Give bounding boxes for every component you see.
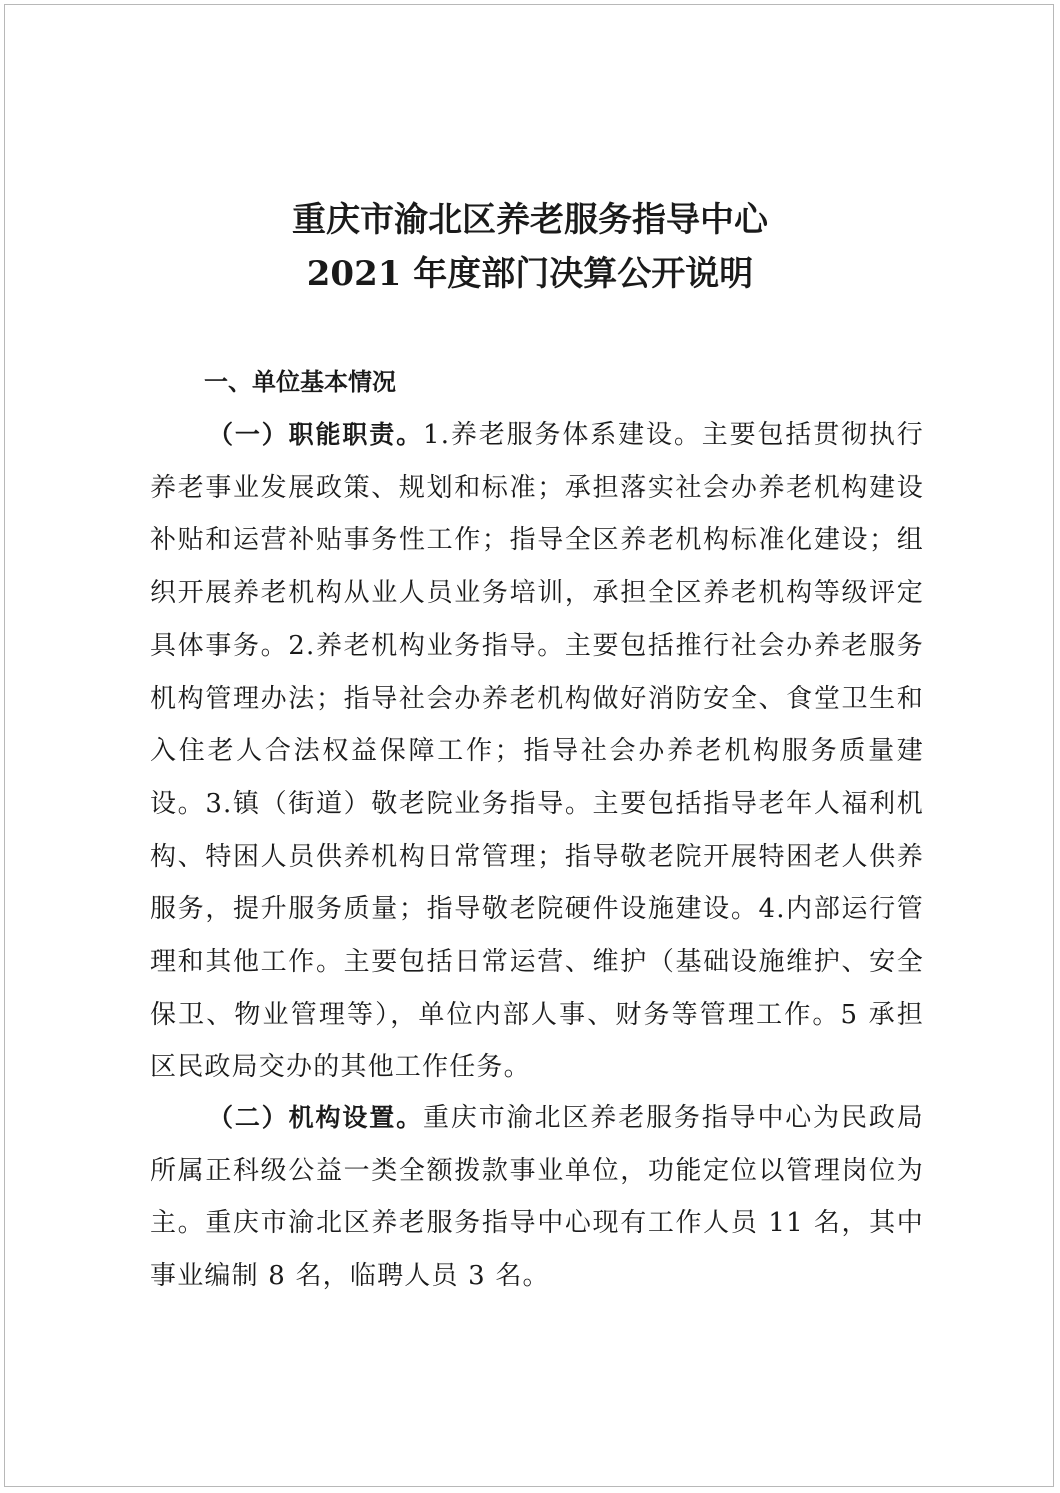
paragraph-duties-lead: （一）职能职责。 xyxy=(208,420,423,449)
paragraph-organization xyxy=(150,1092,924,1303)
paragraph-organization-lead: （二）机构设置。 xyxy=(208,1103,423,1132)
document-title-line-1: 重庆市渝北区养老服务指导中心 xyxy=(292,200,768,240)
section-heading: 一、单位基本情况 xyxy=(204,368,396,396)
paragraph-duties xyxy=(150,409,924,1094)
document-title-line-2: 2021 年度部门决算公开说明 xyxy=(306,254,754,294)
paragraph-organization-body: 重庆市渝北区养老服务指导中心为民政局所属正科级公益一类全额拨款事业单位，功能定位以管理岗位为主。重庆市渝北区养老服务指导中心现有工作人员 11 名，其中事业编制 8 名，临聘人员 3 名。 xyxy=(150,1103,924,1292)
paragraph-duties-body: 1.养老服务体系建设。主要包括贯彻执行养老事业发展政策、规划和标准；承担落实社会办养老机构建设补贴和运营补贴事务性工作；指导全区养老机构标准化建设；组织开展养老机构从业人员业务培训，承担全区养老机构等级评定具体事务。2.养老机构业务指导。主要包括推行社会办养老服务机构管理办法；指导社会办养老机构做好消防安全、食堂卫生和入住老人合法权益保障工作；指导社会办养老机构服务质量建设。3.镇（街道）敬老院业务指导。主要包括指导老年人福利机构、特困人员供养机构日常管理；指导敬老院开展特困老人供养服务，提升服务质量；指导敬老院硬件设施建设。4.内部运行管理和其他工作。主要包括日常运营、维护（基础设施维护、安全保卫、物业管理等），单位内部人事、财务等管理工作。5 承担区民政局交办的其他工作任务。 xyxy=(150,420,925,1083)
